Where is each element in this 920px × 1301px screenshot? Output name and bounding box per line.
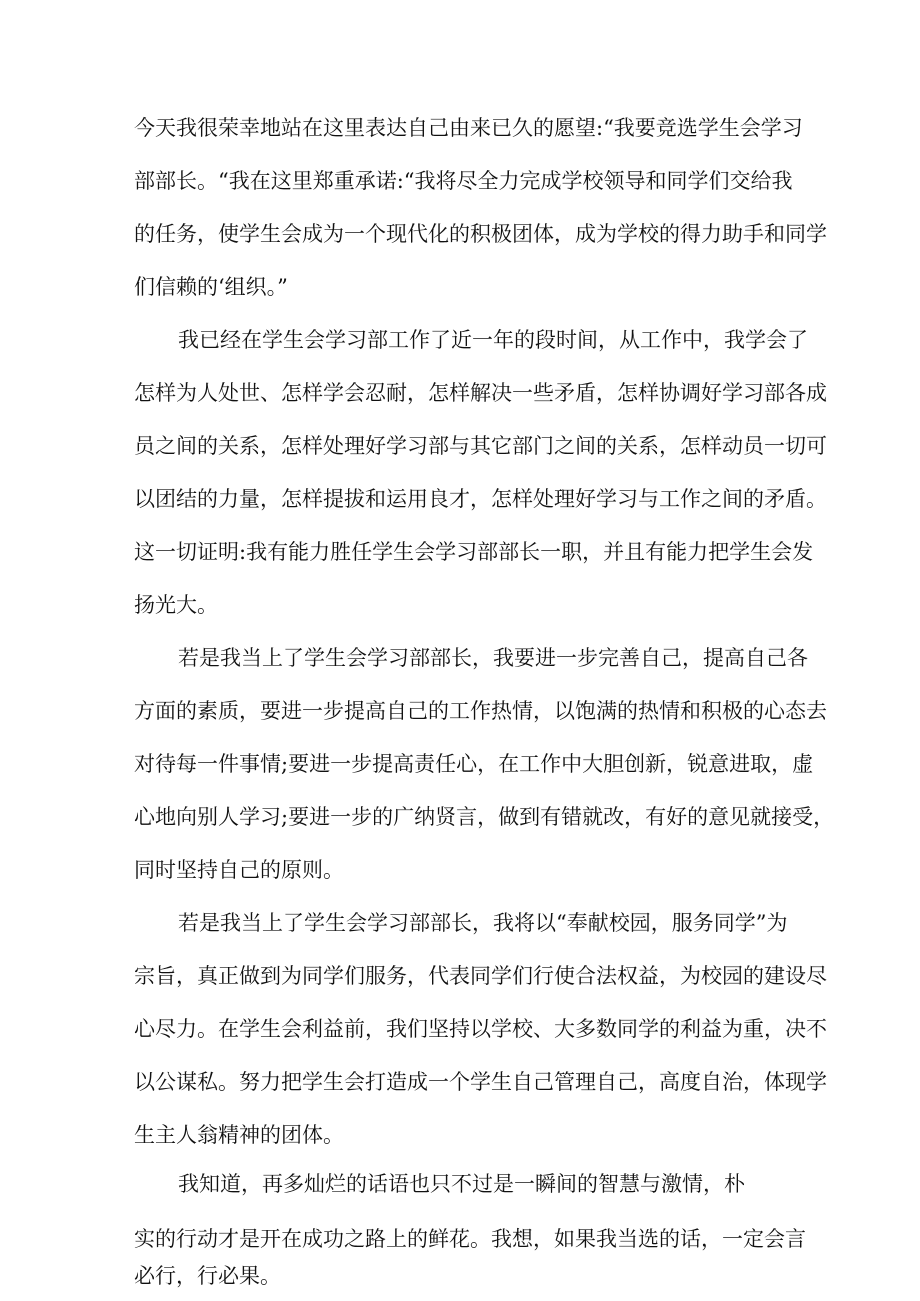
text-line: 宗旨，真正做到为同学们服务，代表同学们行使合法权益，为校园的建设尽	[134, 964, 827, 988]
text-line: 今天我很荣幸地站在这里表达自己由来已久的愿望:“我要竞选学生会学习	[134, 116, 803, 140]
text-line: 心地向别人学习;要进一步的广纳贤言，做到有错就改，有好的意见就接受，	[134, 805, 835, 829]
text-line: 这一切证明:我有能力胜任学生会学习部部长一职，并且有能力把学生会发	[134, 540, 814, 564]
text-line: 必行，行必果。	[134, 1264, 281, 1288]
text-line: 心尽力。在学生会利益前，我们坚持以学校、大多数同学的利益为重，决不	[134, 1017, 827, 1041]
text-line: 怎样为人处世、怎样学会忍耐，怎样解决一些矛盾，怎样协调好学习部各成	[134, 381, 827, 405]
text-line: 们信赖的‘组织。”	[134, 275, 288, 299]
text-line: 对待每一件事情;要进一步提高责任心，在工作中大胆创新，锐意进取，虚	[134, 752, 814, 776]
text-line: 以公谋私。努力把学生会打造成一个学生自己管理自己，高度自治，体现学	[134, 1070, 827, 1094]
text-line: 实的行动才是开在成功之路上的鲜花。我想，如果我当选的话，一定会言	[134, 1227, 806, 1251]
text-line: 同时坚持自己的原则。	[134, 858, 344, 882]
text-line: 我已经在学生会学习部工作了近一年的段时间，从工作中，我学会了	[178, 328, 808, 352]
text-line: 方面的素质，要进一步提高自己的工作热情，以饱满的热情和积极的心态去	[134, 699, 827, 723]
text-line: 若是我当上了学生会学习部部长，我要进一步完善自己，提高自己各	[178, 646, 808, 670]
text-line: 若是我当上了学生会学习部部长，我将以“奉献校园，服务同学”为	[178, 911, 788, 935]
text-line: 扬光大。	[134, 593, 218, 617]
text-line: 的任务，使学生会成为一个现代化的积极团体，成为学校的得力助手和同学	[134, 222, 827, 246]
text-line: 以团结的力量，怎样提拔和运用良才，怎样处理好学习与工作之间的矛盾。	[134, 487, 827, 511]
text-line: 员之间的关系，怎样处理好学习部与其它部门之间的关系，怎样动员一切可	[134, 434, 827, 458]
text-line: 生主人翁精神的团体。	[134, 1123, 344, 1147]
text-line: 部部长。“我在这里郑重承诺:“我将尽全力完成学校领导和同学们交给我	[134, 169, 793, 193]
text-line: 我知道，再多灿烂的话语也只不过是一瞬间的智慧与激情，朴	[178, 1172, 745, 1196]
